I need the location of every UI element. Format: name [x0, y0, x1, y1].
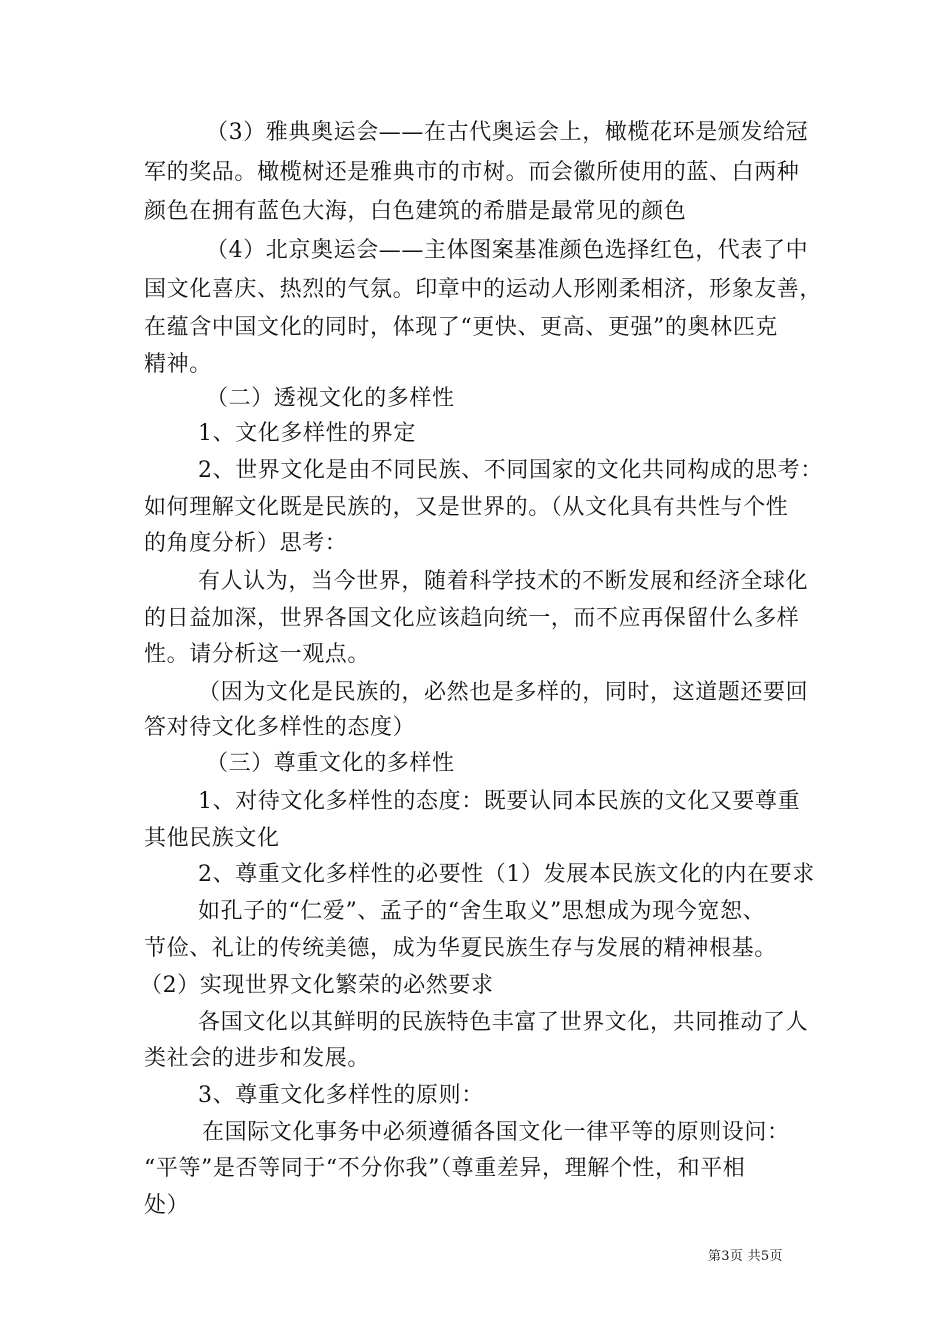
text-line: 节俭、礼让的传统美德，成为华夏民族生存与发展的精神根基。 [144, 936, 777, 961]
text-line: （2）实现世界文化繁荣的必然要求 [140, 973, 494, 998]
text-line: （因为文化是民族的，必然也是多样的，同时，这道题还要回 [198, 680, 809, 705]
text-line: 的日益加深，世界各国文化应该趋向统一，而不应再保留什么多样 [144, 606, 800, 631]
text-line: “平等”是否等同于“不分你我”（尊重差异，理解个性，和平相 [144, 1156, 746, 1181]
text-line: 国文化喜庆、热烈的气氛。印章中的运动人形刚柔相济，形象友善， [144, 277, 823, 302]
text-line: 颜色在拥有蓝色大海，白色建筑的希腊是最常见的颜色 [144, 199, 687, 224]
text-line: 各国文化以其鲜明的民族特色丰富了世界文化，共同推动了人 [198, 1010, 809, 1035]
text-line: 如孔子的“仁爱”、孟子的“舍生取义”思想成为现今宽恕、 [198, 899, 766, 924]
text-line: 的角度分析）思考： [144, 531, 348, 556]
text-line: 性。请分析这一观点。 [144, 642, 371, 667]
text-line: 1、对待文化多样性的态度：既要认同本民族的文化又要尊重 [198, 789, 801, 814]
text-line: 1、文化多样性的界定 [198, 421, 416, 446]
text-line: 处） [144, 1193, 190, 1218]
text-line: 军的奖品。橄榄树还是雅典市的市树。而会徽所使用的蓝、白两种 [144, 160, 800, 185]
text-line: 2、尊重文化多样性的必要性（1）发展本民族文化的内在要求 [198, 862, 815, 887]
text-line: （4）北京奥运会——主体图案基准颜色选择红色，代表了中 [206, 238, 809, 263]
text-line: 精神。 [144, 352, 212, 377]
text-line: 其他民族文化 [144, 826, 280, 851]
text-line: 2、世界文化是由不同民族、不同国家的文化共同构成的思考： [198, 458, 823, 483]
page-number-footer: 第3页 共5页 [708, 1249, 783, 1264]
text-line: 答对待文化多样性的态度） [144, 715, 416, 740]
text-line: 类社会的进步和发展。 [144, 1046, 371, 1071]
section-heading: （二）透视文化的多样性 [206, 386, 455, 411]
text-line: 如何理解文化既是民族的，又是世界的。（从文化具有共性与个性 [144, 495, 789, 520]
text-line: 3、尊重文化多样性的原则： [198, 1083, 484, 1108]
text-line: （3）雅典奥运会——在古代奥运会上，橄榄花环是颁发给冠 [206, 120, 809, 145]
text-line: 有人认为，当今世界，随着科学技术的不断发展和经济全球化 [198, 569, 809, 594]
section-heading: （三）尊重文化的多样性 [206, 751, 455, 776]
text-line: 在蕴含中国文化的同时，体现了“更快、更高、更强”的奥林匹克 [144, 315, 778, 340]
text-line: 在国际文化事务中必须遵循各国文化一律平等的原则设问： [202, 1120, 790, 1145]
